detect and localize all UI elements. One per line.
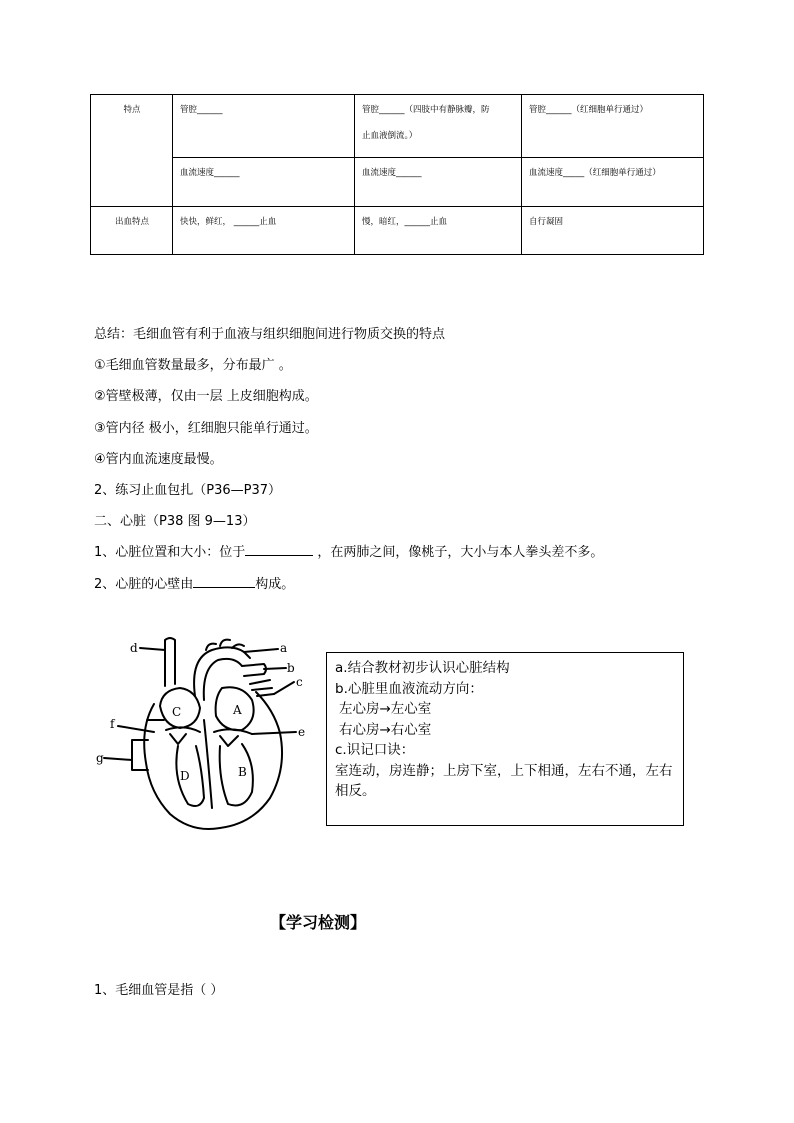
- cell-vein-speed: 血流速度______: [355, 158, 522, 207]
- summary-point-2: ②管壁极薄，仅由一层 上皮细胞构成。: [94, 389, 318, 404]
- notes-line-4: 右心房→右心室: [339, 721, 432, 738]
- question-heart-wall: 2、心脏的心壁由 构成。: [94, 577, 295, 592]
- check-question-1: 1、毛细血管是指（ ）: [94, 983, 224, 998]
- notes-line-6: 室连动，房连静；上房下室，上下相通，左右不通，左右相反。: [335, 762, 673, 799]
- summary-point-3: ③管内径 极小，红细胞只能单行通过。: [94, 421, 318, 436]
- cell-vein-bleeding: 慢，暗红，______止血: [355, 207, 522, 255]
- label-B: B: [238, 765, 247, 779]
- label-D: D: [180, 769, 190, 783]
- label-f: f: [110, 717, 115, 731]
- label-c: c: [296, 675, 303, 689]
- label-C: C: [172, 705, 182, 719]
- cell-capillary-lumen: 管腔______（红细胞单行通过）: [522, 95, 704, 158]
- cell-capillary-bleeding: 自行凝固: [522, 207, 704, 255]
- label-g: g: [96, 751, 104, 765]
- cell-capillary-speed: 血流速度_____（红细胞单行通过）: [522, 158, 704, 207]
- cell-vein-lumen: 管腔______（四肢中有静脉瓣，防 止血液倒流。）: [355, 95, 522, 158]
- question-heart-position: 1、心脏位置和大小：位于 ，在两肺之间，像桃子，大小与本人拳头差不多。: [94, 545, 604, 560]
- heart-diagram: [92, 628, 307, 838]
- label-b: b: [287, 661, 295, 675]
- cell-artery-speed: 血流速度______: [173, 158, 355, 207]
- summary-point-4: ④管内血流速度最慢。: [94, 452, 223, 467]
- practice-bandage: 2、练习止血包扎（P36—P37）: [94, 483, 282, 498]
- notes-line-2: b.心脏里血液流动方向：: [335, 680, 483, 697]
- cell-artery-lumen: 管腔______: [173, 95, 355, 158]
- section-heart-heading: 二、心脏（P38 图 9—13）: [94, 514, 256, 529]
- row-head-features: 特点: [91, 95, 173, 207]
- summary-title: 总结：毛细血管有利于血液与组织细胞间进行物质交换的特点: [94, 327, 446, 342]
- label-A: A: [233, 703, 242, 717]
- label-e: e: [298, 725, 306, 739]
- label-d: d: [130, 641, 138, 655]
- heart-notes-box: [326, 652, 684, 826]
- row-head-bleeding: 出血特点: [91, 207, 173, 255]
- notes-line-3: 左心房→左心室: [339, 701, 432, 717]
- vessel-table: [90, 94, 704, 255]
- notes-line-1: a.结合教材初步认识心脏结构: [335, 660, 510, 676]
- cell-artery-bleeding: 快快，鲜红， ______止血: [173, 207, 355, 255]
- notes-line-5: c.识记口诀：: [335, 742, 415, 758]
- summary-point-1: ①毛细血管数量最多，分布最广 。: [94, 358, 292, 373]
- study-check-title: 【学习检测】: [270, 913, 367, 932]
- label-a: a: [280, 641, 288, 655]
